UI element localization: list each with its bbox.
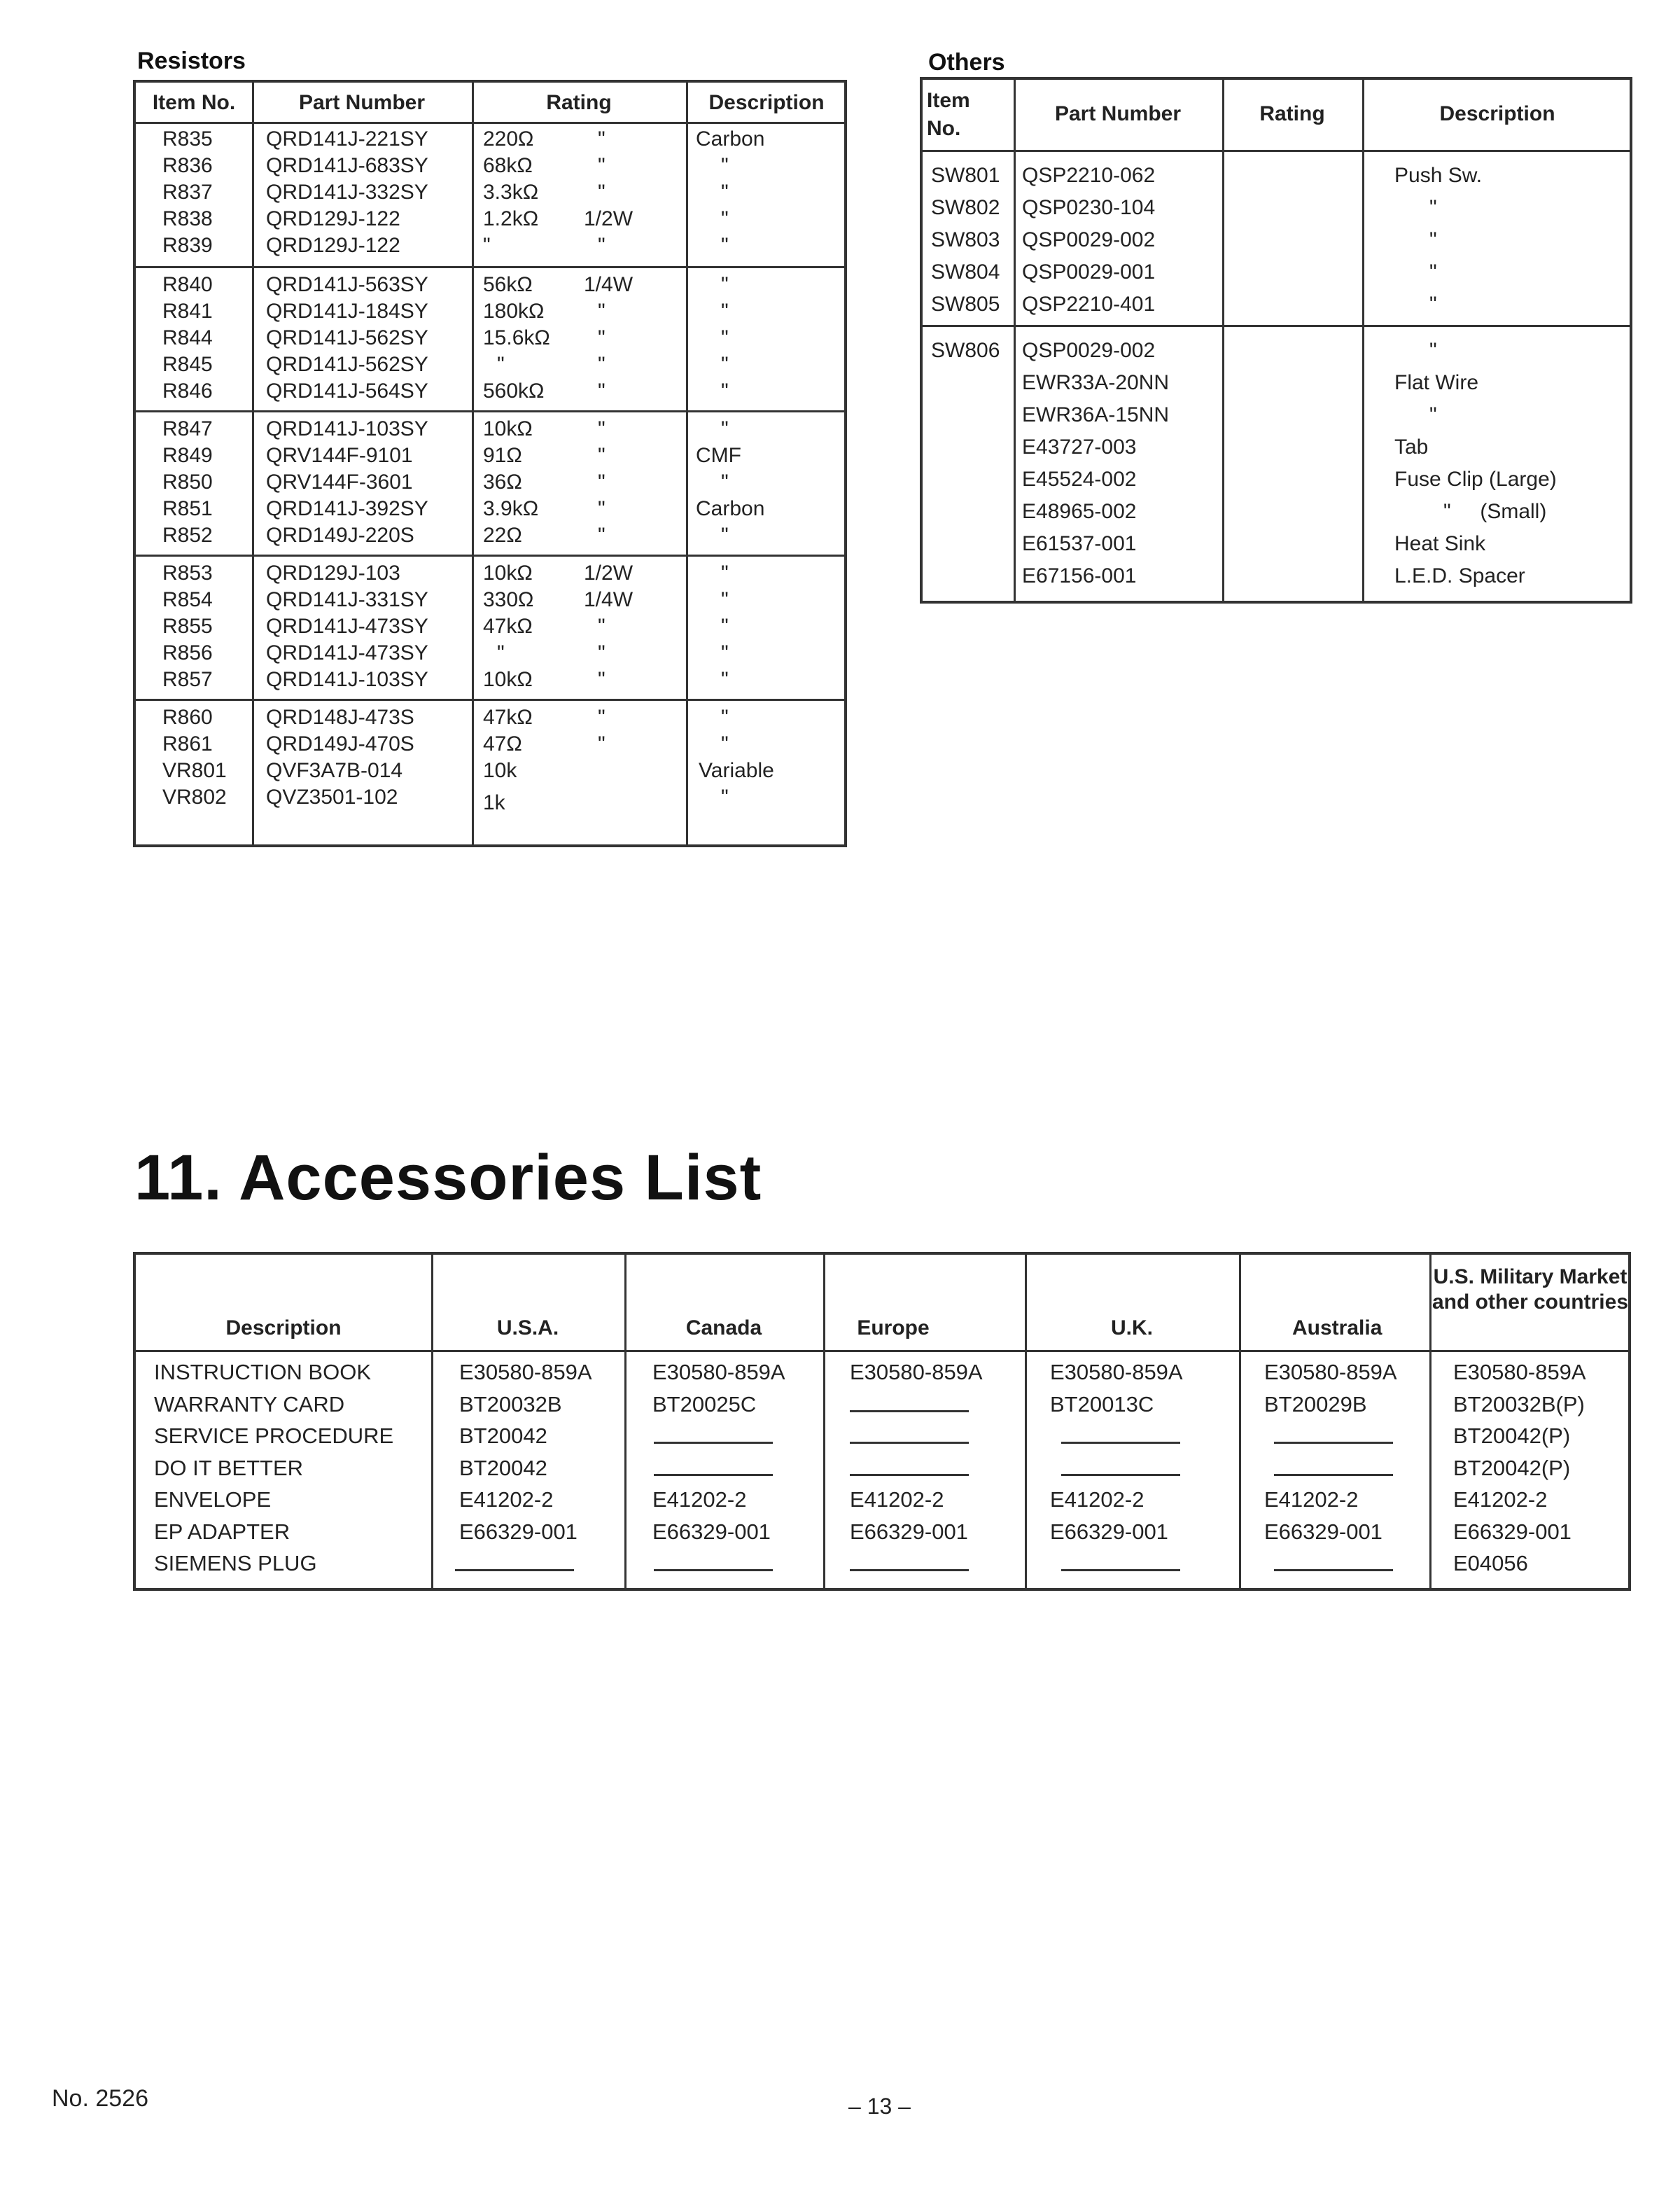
table-cell: 3.3kΩ <box>483 181 539 204</box>
table-cell: QRD141J-103SY <box>266 417 428 440</box>
page-number: – 13 – <box>848 2094 911 2119</box>
accessories-header-canada: Canada <box>685 1316 762 1339</box>
table-cell: QSP0230-104 <box>1022 196 1156 219</box>
others-header-part: Part Number <box>1054 102 1182 125</box>
table-cell: " <box>598 444 606 467</box>
table-cell: QSP2210-401 <box>1022 293 1156 316</box>
table-cell: QSP0029-002 <box>1022 339 1156 362</box>
resistors-group-4-item <box>162 560 213 693</box>
empty-cell-dash <box>850 1474 969 1476</box>
table-cell: Push Sw. <box>1394 164 1483 187</box>
others-group-2-desc <box>1394 335 1557 592</box>
accessory-part-number: E66329-001 <box>1050 1519 1168 1544</box>
resistors-header-item: Item No. <box>152 91 236 114</box>
resistors-group-5-desc <box>696 704 774 811</box>
accessory-part-number: E30580-859A <box>1264 1360 1397 1384</box>
table-cell: " <box>497 353 505 376</box>
empty-cell-dash <box>1274 1474 1393 1476</box>
table-cell: 220Ω <box>483 127 534 151</box>
accessory-description: ENVELOPE <box>154 1487 272 1512</box>
table-cell: R855 <box>162 615 213 638</box>
resistors-group-3-item <box>162 416 213 549</box>
table-cell: QRD141J-562SY <box>266 326 428 349</box>
table-cell: SW801 <box>931 164 1000 187</box>
accessory-description: EP ADAPTER <box>154 1519 290 1544</box>
table-cell: E45524-002 <box>1022 468 1137 491</box>
empty-cell-dash <box>1274 1569 1393 1571</box>
table-cell: R850 <box>162 471 213 494</box>
table-cell: " <box>721 786 729 809</box>
table-cell: R854 <box>162 588 213 611</box>
accessories-table <box>133 1252 1631 1591</box>
table-cell: " <box>598 471 606 494</box>
resistors-group-1-item <box>162 126 213 259</box>
table-cell: " <box>598 615 606 638</box>
others-caption: Others <box>928 49 1005 76</box>
accessory-part-number: E41202-2 <box>850 1487 944 1512</box>
resistors-caption: Resistors <box>137 48 246 74</box>
empty-cell-dash <box>850 1410 969 1412</box>
table-cell: " <box>721 417 729 440</box>
others-group-1-part <box>1022 160 1155 321</box>
table-cell: " <box>598 668 606 691</box>
table-cell: QVZ3501-102 <box>266 786 398 809</box>
empty-cell-dash <box>1061 1442 1180 1444</box>
resistors-group-4-watt <box>584 560 633 693</box>
table-cell: 1/4W <box>584 588 634 611</box>
others-group-1-item <box>931 160 1000 321</box>
resistors-group-5-watt <box>598 704 606 758</box>
table-cell: " <box>721 181 729 204</box>
table-cell: QRD148J-473S <box>266 706 414 729</box>
accessory-part-number: E66329-001 <box>850 1519 968 1544</box>
table-cell: Carbon <box>696 127 765 151</box>
accessory-part-number: E30580-859A <box>459 1360 592 1384</box>
table-cell: QRD141J-221SY <box>266 127 428 151</box>
table-cell: " <box>598 524 606 547</box>
table-cell: QRD141J-473SY <box>266 641 428 664</box>
table-cell: QRD141J-392SY <box>266 497 428 520</box>
table-cell: Carbon <box>696 497 765 520</box>
accessory-part-number: BT20032B(P) <box>1453 1392 1585 1416</box>
table-cell: 47kΩ <box>483 706 533 729</box>
accessories-header-usa: U.S.A. <box>496 1316 559 1339</box>
empty-cell-dash <box>654 1474 773 1476</box>
others-group-1-desc <box>1394 160 1482 321</box>
table-cell: " <box>721 524 729 547</box>
table-cell: SW806 <box>931 339 1000 362</box>
accessory-part-number: BT20029B <box>1264 1392 1367 1416</box>
accessories-header-australia: Australia <box>1292 1316 1382 1339</box>
table-cell: R838 <box>162 207 213 230</box>
table-cell: VR802 <box>162 786 227 809</box>
table-cell: QRV144F-3601 <box>266 471 413 494</box>
accessory-part-number: E30580-859A <box>1050 1360 1183 1384</box>
resistors-header-part: Part Number <box>298 91 426 114</box>
table-cell: R860 <box>162 706 213 729</box>
table-cell: " <box>1429 339 1437 362</box>
table-cell: " <box>721 234 729 257</box>
table-cell: L.E.D. Spacer <box>1394 564 1525 587</box>
table-cell: R857 <box>162 668 213 691</box>
table-cell: Heat Sink <box>1394 532 1486 555</box>
table-cell: R853 <box>162 562 213 585</box>
table-cell: QRD141J-564SY <box>266 380 428 403</box>
empty-cell-dash <box>850 1569 969 1571</box>
accessory-part-number: BT20032B <box>459 1392 562 1416</box>
others-group-2-part <box>1022 335 1169 592</box>
table-cell: EWR36A-15NN <box>1022 403 1170 426</box>
accessory-part-number: E66329-001 <box>1453 1519 1572 1544</box>
accessory-description: INSTRUCTION BOOK <box>154 1360 372 1384</box>
table-cell: 560kΩ <box>483 380 545 403</box>
table-cell: 3.9kΩ <box>483 497 539 520</box>
accessory-description: DO IT BETTER <box>154 1456 304 1480</box>
table-cell: SW803 <box>931 228 1000 251</box>
table-cell: 10kΩ <box>483 417 533 440</box>
others-table <box>920 77 1632 604</box>
accessory-part-number: BT20042(P) <box>1453 1456 1571 1480</box>
table-cell: QRD141J-683SY <box>266 154 428 177</box>
accessory-part-number: E41202-2 <box>1264 1487 1359 1512</box>
table-cell: " <box>598 181 606 204</box>
others-group-2-item <box>931 335 1000 367</box>
table-cell: SW804 <box>931 260 1000 284</box>
table-cell: " <box>1429 260 1437 284</box>
table-cell: 1k <box>483 791 505 814</box>
table-cell: QRD129J-103 <box>266 562 400 585</box>
accessory-part-number: E66329-001 <box>459 1519 578 1544</box>
resistors-group-1-part <box>266 126 428 259</box>
empty-cell-dash <box>654 1442 773 1444</box>
table-cell: 91Ω <box>483 444 522 467</box>
table-cell: E67156-001 <box>1022 564 1137 587</box>
empty-cell-dash <box>1061 1569 1180 1571</box>
resistors-table <box>133 80 847 847</box>
empty-cell-dash <box>850 1442 969 1444</box>
table-cell: R841 <box>162 300 213 323</box>
table-cell: R845 <box>162 353 213 376</box>
table-cell: " <box>598 417 606 440</box>
table-cell: 330Ω <box>483 588 534 611</box>
resistors-group-4-part <box>266 560 428 693</box>
table-cell: Tab <box>1394 436 1429 459</box>
table-cell: QRD141J-473SY <box>266 615 428 638</box>
table-cell: QRD149J-470S <box>266 732 414 756</box>
table-cell: " <box>598 300 606 323</box>
accessory-part-number: E41202-2 <box>1050 1487 1144 1512</box>
table-cell: QRV144F-9101 <box>266 444 413 467</box>
table-cell: " <box>721 562 729 585</box>
accessory-part-number: E66329-001 <box>652 1519 771 1544</box>
accessories-header-europe: Europe <box>857 1316 930 1339</box>
empty-cell-dash <box>455 1569 574 1571</box>
accessory-part-number: E30580-859A <box>1453 1360 1586 1384</box>
table-cell: E61537-001 <box>1022 532 1137 555</box>
resistors-group-3-watt <box>598 416 606 549</box>
resistors-group-5-item <box>162 704 227 811</box>
table-cell: " (Small) <box>1443 500 1547 523</box>
accessory-part-number: E30580-859A <box>850 1360 983 1384</box>
accessories-header-military: U.S. Military Market and other countries <box>1432 1265 1629 1314</box>
others-header-description: Description <box>1439 102 1555 125</box>
document-number: No. 2526 <box>52 2085 148 2112</box>
table-cell: QRD141J-562SY <box>266 353 428 376</box>
table-cell: " <box>721 732 729 756</box>
table-cell: " <box>483 234 491 257</box>
table-cell: QSP0029-002 <box>1022 228 1156 251</box>
table-cell: VR801 <box>162 759 227 782</box>
table-cell: " <box>1429 403 1437 426</box>
table-cell: 15.6kΩ <box>483 326 550 349</box>
table-cell: CMF <box>696 444 741 467</box>
accessory-part-number: E41202-2 <box>652 1487 747 1512</box>
table-cell: QRD149J-220S <box>266 524 414 547</box>
table-cell: " <box>721 668 729 691</box>
page-title: 11. Accessories List <box>134 1142 762 1213</box>
table-cell: " <box>721 300 729 323</box>
table-cell: E48965-002 <box>1022 500 1137 523</box>
table-cell: 10k <box>483 759 517 782</box>
table-cell: " <box>598 154 606 177</box>
table-cell: " <box>721 471 729 494</box>
accessory-description: SIEMENS PLUG <box>154 1551 317 1575</box>
empty-cell-dash <box>654 1569 773 1571</box>
accessory-part-number: E41202-2 <box>459 1487 554 1512</box>
resistors-group-1-desc <box>696 126 764 259</box>
table-cell: 10kΩ <box>483 562 533 585</box>
resistors-group-4-desc <box>721 560 729 693</box>
table-cell: " <box>598 732 606 756</box>
table-cell: " <box>497 641 505 664</box>
table-cell: QRD141J-331SY <box>266 588 428 611</box>
table-cell: " <box>598 497 606 520</box>
table-cell: QRD141J-563SY <box>266 273 428 296</box>
table-cell: QRD129J-122 <box>266 207 400 230</box>
table-cell: " <box>721 326 729 349</box>
table-cell: " <box>721 273 729 296</box>
table-cell: " <box>598 706 606 729</box>
table-cell: R839 <box>162 234 213 257</box>
accessory-part-number: BT20025C <box>652 1392 757 1416</box>
table-cell: 1/4W <box>584 273 634 296</box>
resistors-group-2-watt <box>584 272 633 405</box>
table-cell: R861 <box>162 732 213 756</box>
table-cell: QRD141J-184SY <box>266 300 428 323</box>
table-cell: " <box>598 353 606 376</box>
table-cell: QSP0029-001 <box>1022 260 1156 284</box>
accessories-header-uk: U.K. <box>1111 1316 1153 1339</box>
table-cell: " <box>721 207 729 230</box>
others-header-item: Item No. <box>927 89 970 140</box>
accessory-part-number: BT20042 <box>459 1456 547 1480</box>
table-cell: QRD141J-103SY <box>266 668 428 691</box>
table-cell: 47Ω <box>483 732 522 756</box>
table-cell: SW805 <box>931 293 1000 316</box>
table-cell: R856 <box>162 641 213 664</box>
table-cell: " <box>598 127 606 151</box>
table-cell: R851 <box>162 497 213 520</box>
accessory-part-number: E04056 <box>1453 1551 1528 1575</box>
table-cell: 22Ω <box>483 524 522 547</box>
table-cell: R837 <box>162 181 213 204</box>
empty-cell-dash <box>1274 1442 1393 1444</box>
resistors-group-3-value <box>483 416 538 549</box>
others-header-rating: Rating <box>1259 102 1325 125</box>
resistors-group-5-value <box>483 704 533 816</box>
table-cell: " <box>721 380 729 403</box>
table-cell: " <box>1429 293 1437 316</box>
accessory-part-number: BT20042 <box>459 1423 547 1448</box>
resistors-group-3-part <box>266 416 428 549</box>
table-cell: 68kΩ <box>483 154 533 177</box>
table-cell: " <box>721 615 729 638</box>
table-cell: " <box>721 154 729 177</box>
table-cell: " <box>721 353 729 376</box>
table-cell: 1/2W <box>584 562 634 585</box>
resistors-group-4-value <box>483 560 533 693</box>
resistors-header-rating: Rating <box>546 91 612 114</box>
empty-cell-dash <box>1061 1474 1180 1476</box>
table-cell: E43727-003 <box>1022 436 1137 459</box>
accessory-part-number: E66329-001 <box>1264 1519 1382 1544</box>
resistors-group-2-desc <box>721 272 729 405</box>
table-cell: QRD129J-122 <box>266 234 400 257</box>
table-cell: 47kΩ <box>483 615 533 638</box>
table-cell: QVF3A7B-014 <box>266 759 403 782</box>
table-cell: Flat Wire <box>1394 371 1478 394</box>
table-cell: " <box>598 380 606 403</box>
accessory-part-number: BT20013C <box>1050 1392 1154 1416</box>
table-cell: Fuse Clip (Large) <box>1394 468 1557 491</box>
table-cell: 10kΩ <box>483 668 533 691</box>
table-cell: 56kΩ <box>483 273 533 296</box>
table-cell: " <box>721 588 729 611</box>
table-cell: " <box>598 641 606 664</box>
table-cell: " <box>721 706 729 729</box>
resistors-group-3-desc <box>696 416 764 549</box>
resistors-header-description: Description <box>708 91 825 114</box>
resistors-group-1-watt <box>584 126 633 259</box>
resistors-group-1-value <box>483 126 538 259</box>
table-cell: 1.2kΩ <box>483 207 539 230</box>
table-cell: 180kΩ <box>483 300 545 323</box>
table-cell: R847 <box>162 417 213 440</box>
table-cell: " <box>1429 228 1437 251</box>
table-cell: R846 <box>162 380 213 403</box>
table-cell: EWR33A-20NN <box>1022 371 1170 394</box>
table-cell: " <box>1429 196 1437 219</box>
table-cell: QRD141J-332SY <box>266 181 428 204</box>
table-cell: QSP2210-062 <box>1022 164 1156 187</box>
resistors-group-2-item <box>162 272 213 405</box>
accessories-header-description: Description <box>225 1316 342 1339</box>
table-cell: R840 <box>162 273 213 296</box>
table-cell: R852 <box>162 524 213 547</box>
accessory-part-number: BT20042(P) <box>1453 1423 1571 1448</box>
accessory-part-number: E41202-2 <box>1453 1487 1548 1512</box>
table-cell: 36Ω <box>483 471 522 494</box>
table-cell: 1/2W <box>584 207 634 230</box>
table-cell: " <box>721 641 729 664</box>
table-cell: R844 <box>162 326 213 349</box>
table-cell: " <box>598 326 606 349</box>
table-cell: " <box>598 234 606 257</box>
resistors-group-2-part <box>266 272 428 405</box>
resistors-group-5-part <box>266 704 414 811</box>
table-cell: R836 <box>162 154 213 177</box>
table-cell: R835 <box>162 127 213 151</box>
table-cell: Variable <box>699 759 774 782</box>
accessory-description: WARRANTY CARD <box>154 1392 345 1416</box>
accessory-part-number: E30580-859A <box>652 1360 785 1384</box>
table-cell: SW802 <box>931 196 1000 219</box>
accessory-description: SERVICE PROCEDURE <box>154 1423 394 1448</box>
table-cell: R849 <box>162 444 213 467</box>
resistors-group-2-value <box>483 272 550 405</box>
